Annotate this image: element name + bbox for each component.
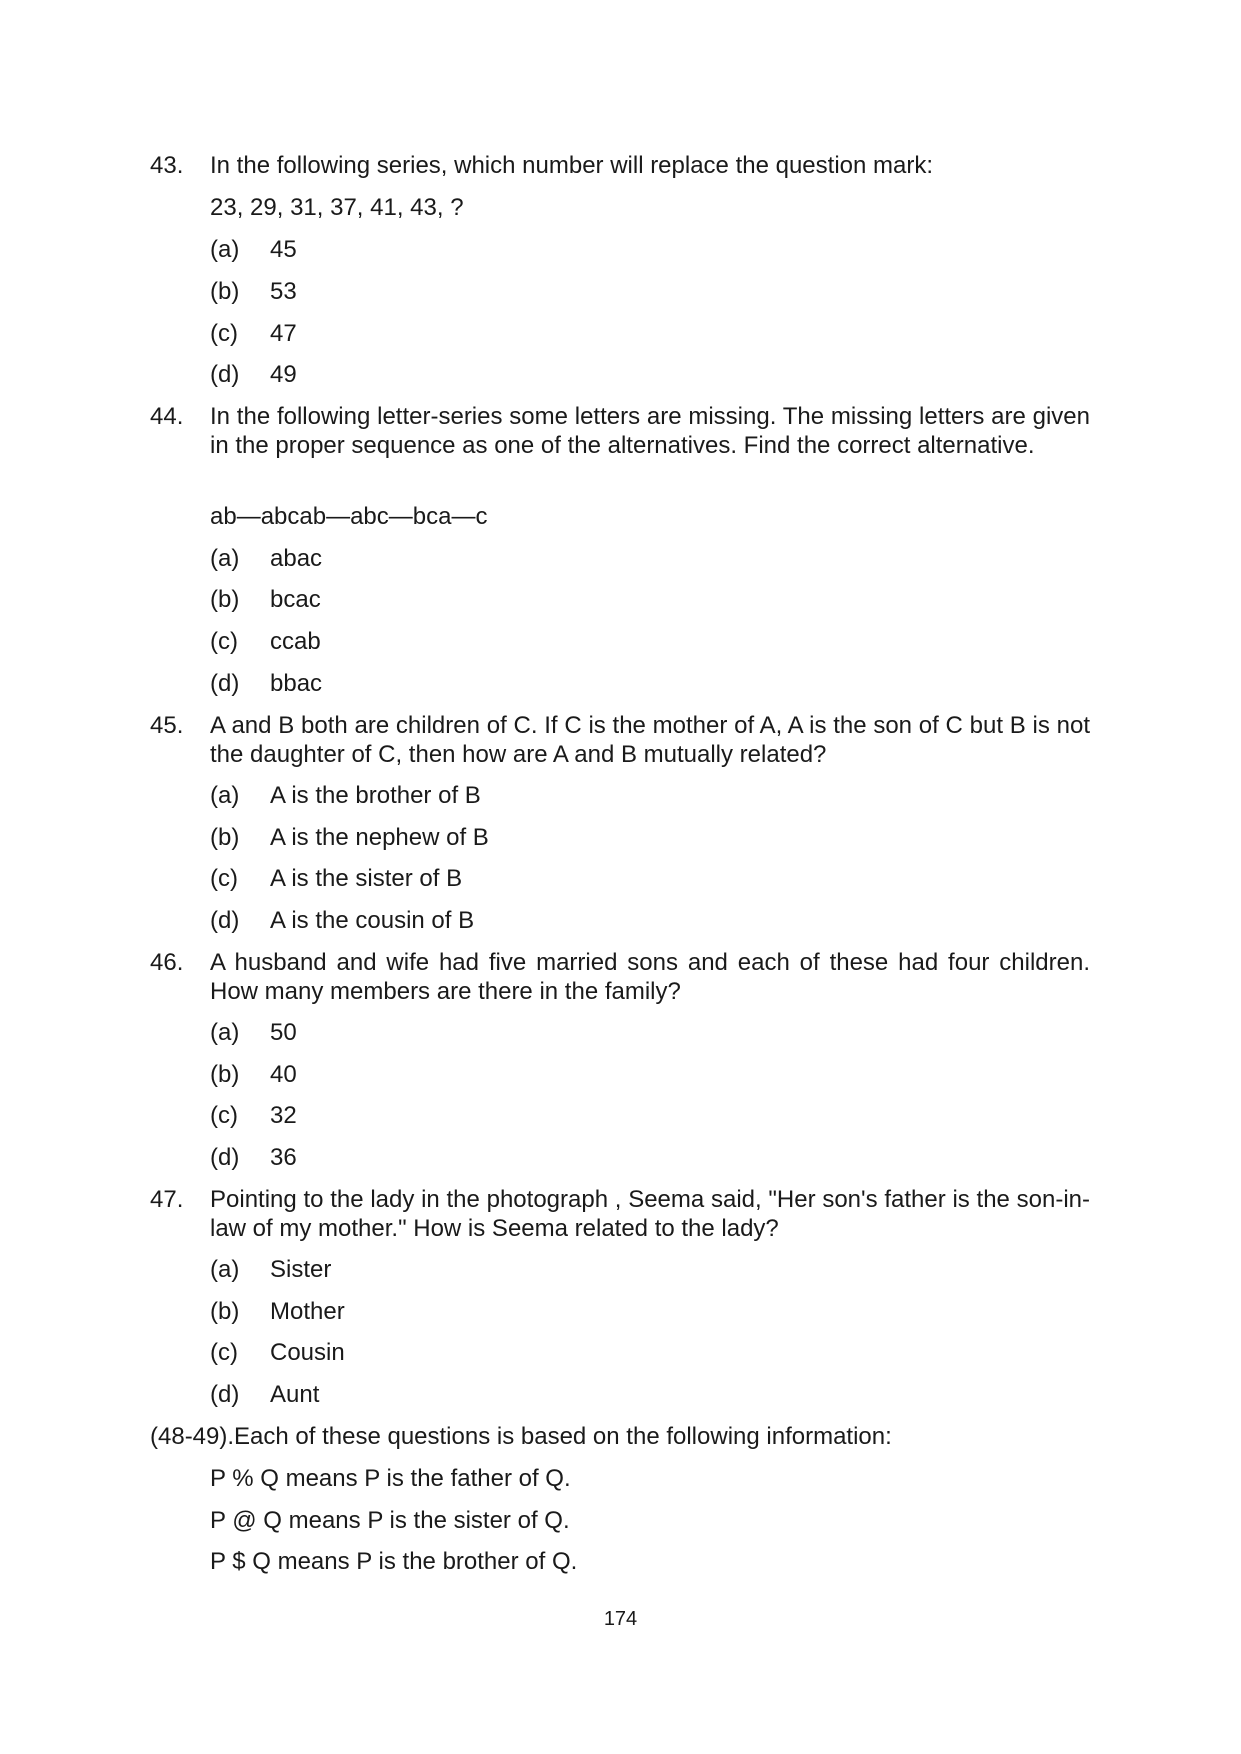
- option-value: 49: [270, 361, 297, 388]
- option-label: (b): [210, 1061, 240, 1088]
- question-number: 45.: [150, 712, 184, 739]
- option: [210, 823, 489, 852]
- option: [210, 360, 297, 389]
- question-number: 46.: [150, 949, 184, 976]
- option-value: A is the nephew of B: [270, 824, 489, 851]
- option: [210, 781, 481, 810]
- option-label: (a): [210, 1256, 240, 1283]
- option: [210, 1143, 297, 1172]
- letter-series: ab—abcab—abc—bca—c: [210, 503, 488, 530]
- rule-line: P @ Q means P is the sister of Q.: [210, 1507, 570, 1534]
- option-value: ccab: [270, 628, 321, 655]
- option-label: (d): [210, 1144, 240, 1171]
- option-value: 45: [270, 236, 297, 263]
- question-number: 47.: [150, 1186, 184, 1213]
- option-value: abac: [270, 545, 323, 572]
- option-label: (d): [210, 670, 240, 697]
- option: [210, 1018, 297, 1047]
- page-number: 174: [603, 1608, 638, 1630]
- rule-line: P $ Q means P is the brother of Q.: [210, 1548, 578, 1575]
- section-intro: (48-49).Each of these questions is based on the following information:: [150, 1423, 892, 1450]
- option: [210, 669, 322, 698]
- option: [210, 235, 297, 264]
- option: [210, 1060, 297, 1089]
- option-label: (a): [210, 545, 240, 572]
- rule-line: P % Q means P is the father of Q.: [210, 1465, 571, 1492]
- option-value: bbac: [270, 670, 323, 697]
- option: [210, 864, 462, 893]
- option: [210, 1338, 345, 1367]
- option-label: (c): [210, 320, 238, 347]
- number-series: 23, 29, 31, 37, 41, 43, ?: [210, 194, 464, 221]
- option-label: (a): [210, 1019, 240, 1046]
- option: [210, 627, 321, 656]
- option: [210, 1297, 345, 1326]
- option-label: (b): [210, 824, 240, 851]
- option: [210, 1380, 319, 1409]
- option-label: (c): [210, 1339, 238, 1366]
- option-label: (c): [210, 865, 238, 892]
- option-value: Cousin: [270, 1339, 345, 1366]
- option-label: (d): [210, 361, 240, 388]
- option-label: (b): [210, 278, 240, 305]
- question-text: A and B both are children of C. If C is the mother of A, A is the son of C but B is not the daughter of C, then how are A and B mutually related?: [210, 712, 1090, 768]
- option-value: Aunt: [270, 1381, 320, 1408]
- question-number: 44.: [150, 403, 184, 430]
- question-text: In the following series, which number will replace the question mark:: [210, 152, 934, 179]
- option-value: A is the brother of B: [270, 782, 481, 809]
- option: [210, 585, 321, 614]
- option-value: Mother: [270, 1298, 345, 1325]
- option-label: (d): [210, 1381, 240, 1408]
- option-value: Sister: [270, 1256, 332, 1283]
- option: [210, 319, 297, 348]
- option-label: (d): [210, 907, 240, 934]
- option-value: 32: [270, 1102, 297, 1129]
- option-value: bcac: [270, 586, 321, 613]
- option-label: (c): [210, 1102, 238, 1129]
- option-value: 40: [270, 1061, 297, 1088]
- option-value: A is the cousin of B: [270, 907, 475, 934]
- option: [210, 544, 322, 573]
- option-value: 47: [270, 320, 297, 347]
- option-value: 36: [270, 1144, 297, 1171]
- option-label: (b): [210, 586, 240, 613]
- question-text: A husband and wife had five married sons and each of these had four children. How many members are there in the family?: [210, 949, 1090, 1005]
- option: [210, 1255, 331, 1284]
- option: [210, 906, 474, 935]
- option-value: A is the sister of B: [270, 865, 463, 892]
- question-number: 43.: [150, 152, 184, 179]
- option: [210, 1101, 297, 1130]
- question-text: In the following letter-series some letters are missing. The missing letters are given in the proper sequence as one of the alternatives. Find the correct alternative.: [210, 403, 1090, 459]
- option-label: (a): [210, 236, 240, 263]
- option-value: 53: [270, 278, 297, 305]
- option-value: 50: [270, 1019, 297, 1046]
- option-label: (a): [210, 782, 240, 809]
- option: [210, 277, 297, 306]
- option-label: (b): [210, 1298, 240, 1325]
- question-text: Pointing to the lady in the photograph , Seema said, "Her son's father is the son-in-law of my mother." How is Seema related to the lady?: [210, 1186, 1090, 1242]
- option-label: (c): [210, 628, 238, 655]
